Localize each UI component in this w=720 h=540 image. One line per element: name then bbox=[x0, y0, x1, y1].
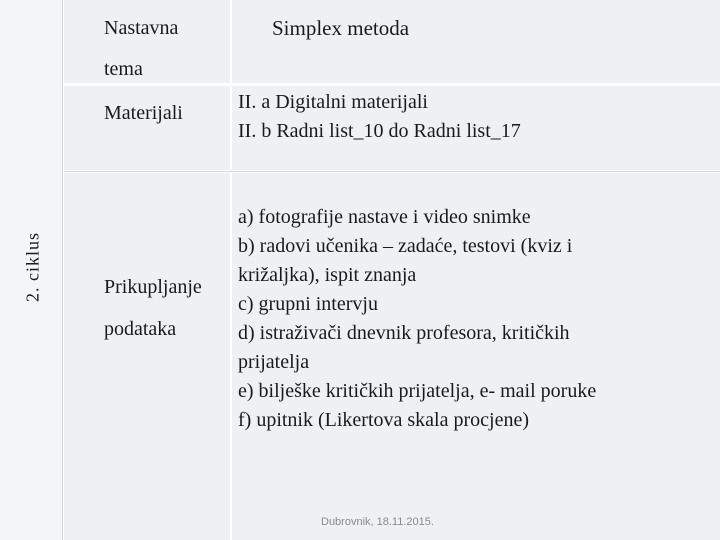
materials-item: II. b Radni list_10 do Radni list_17 bbox=[238, 120, 521, 142]
data-collection-line: c) grupni intervju bbox=[238, 293, 378, 315]
topic-label-line-2: tema bbox=[104, 58, 143, 80]
column-divider bbox=[230, 0, 232, 540]
sidebar bbox=[0, 0, 63, 540]
data-collection-label-cell bbox=[64, 173, 230, 540]
topic-value: Simplex metoda bbox=[272, 16, 410, 40]
data-collection-line: a) fotografije nastave i video snimke bbox=[238, 206, 531, 228]
data-collection-line: b) radovi učenika – zadaće, testovi (kviz i bbox=[238, 235, 573, 257]
row-divider bbox=[64, 83, 720, 86]
data-collection-list bbox=[238, 203, 596, 435]
data-collection-line: e) bilješke kritičkih prijatelja, e- mail poruke bbox=[238, 380, 597, 402]
topic-label-line-1: Nastavna bbox=[104, 17, 179, 39]
data-collection-line: križaljka), ispit znanja bbox=[238, 264, 417, 286]
materials-label: Materijali bbox=[104, 102, 183, 124]
sidebar-label: 2. ciklus bbox=[22, 232, 43, 302]
row-divider bbox=[64, 170, 720, 173]
materials-item: II. a Digitalni materijali bbox=[238, 91, 428, 113]
data-collection-line: prijatelja bbox=[238, 351, 310, 373]
data-collection-line: f) upitnik (Likertova skala procjene) bbox=[238, 409, 529, 431]
data-collection-label-line-1: Prikupljanje bbox=[104, 276, 202, 298]
data-collection-line: d) istraživači dnevnik profesora, kritičkih bbox=[238, 322, 570, 344]
footer-date: Dubrovnik, 18.11.2015. bbox=[321, 516, 434, 528]
materials-list bbox=[238, 88, 521, 146]
data-collection-label-line-2: podataka bbox=[104, 318, 177, 340]
